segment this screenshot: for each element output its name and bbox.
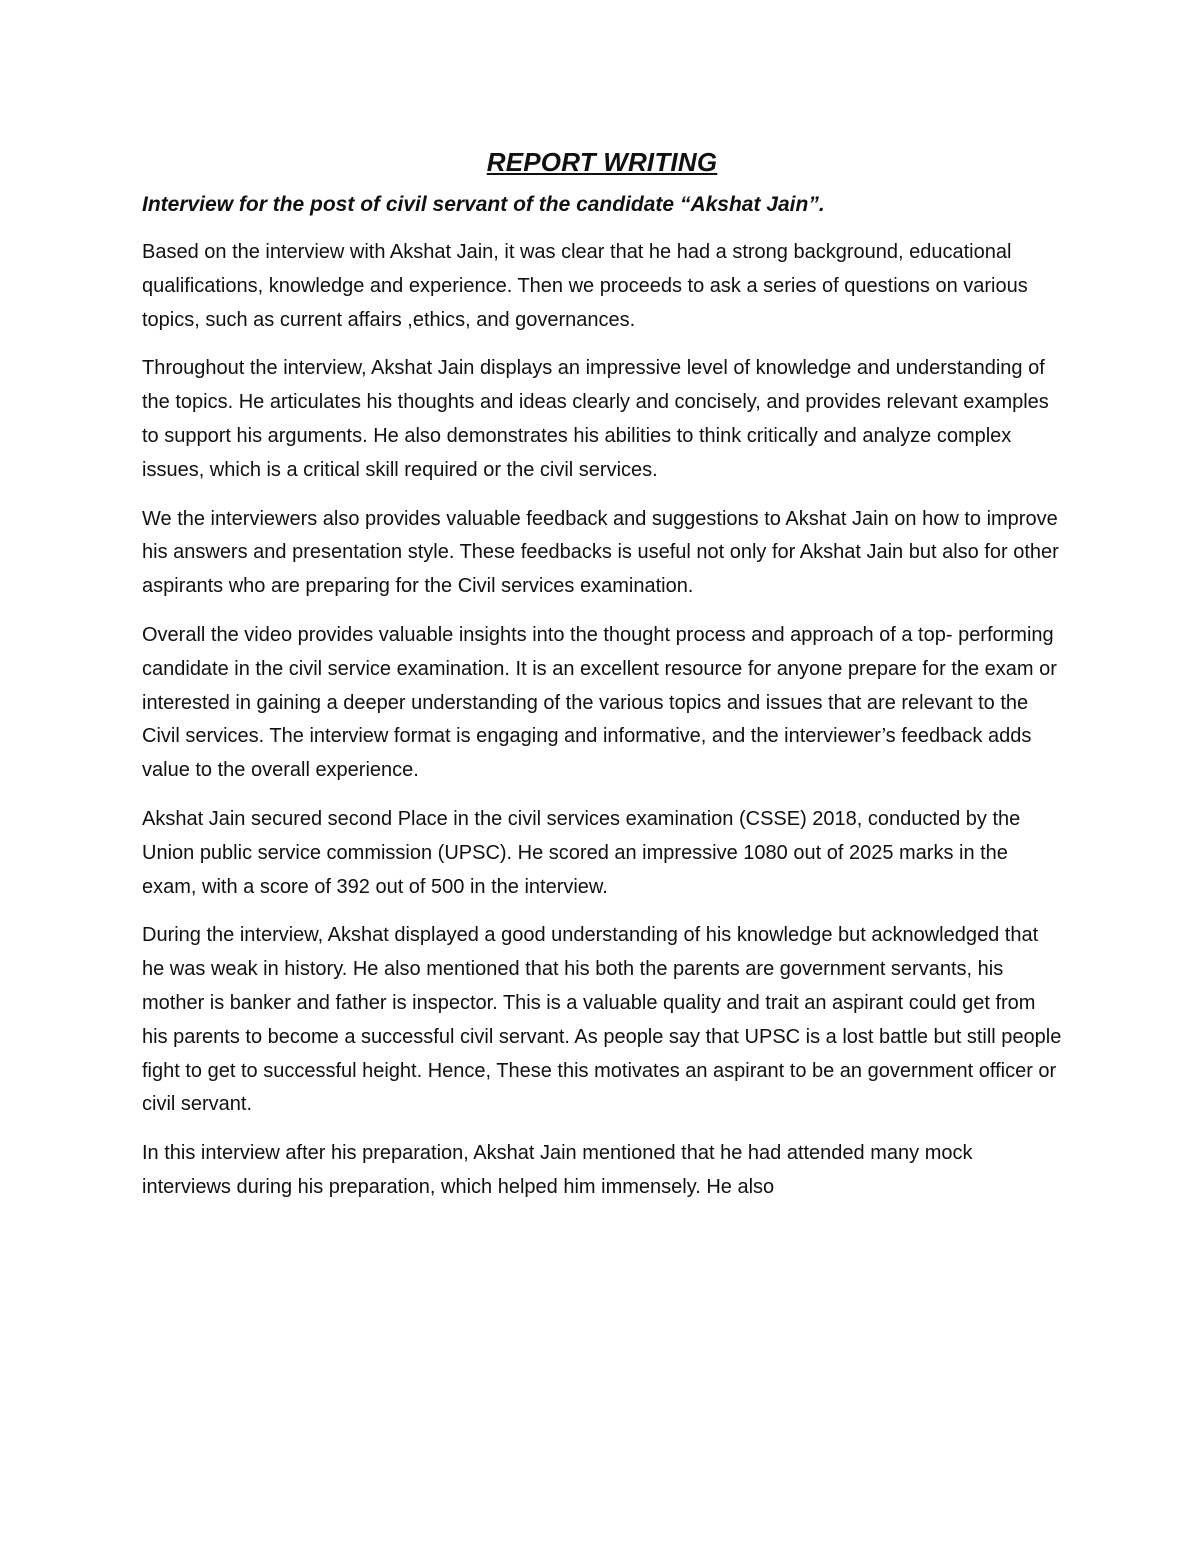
paragraph-exam-score: Akshat Jain secured second Place in the civil services examination (CSSE) 2018, conducted by the Union public service commission (UPSC). He scored an impressive 1080 out of 2025 marks in the exam, with a score of 392 out of 500 in the interview. — [142, 807, 1021, 898]
document-subtitle: Interview for the post of civil servant of the candidate “Akshat Jain”. — [142, 193, 825, 216]
paragraph-mock-interviews: In this interview after his preparation, Akshat Jain mentioned that he had attended many mock interviews during his preparation, which helped him immensely. He also — [142, 1142, 973, 1198]
paragraph-interviewer-feedback: We the interviewers also provides valuable feedback and suggestions to Akshat Jain on how to improve his answers and presentation style. These feedbacks is useful not only for Akshat Jain but also for other aspirants who are preparing for the Civil services examination. — [142, 507, 1059, 598]
paragraph-weakness-parents: During the interview, Akshat displayed a good understanding of his knowledge but acknowledged that he was weak in history. He also mentioned that his both the parents are government servants, his mother is banker and father is inspector. This is a valuable quality and trait an aspirant could get from his parents to become a successful civil servant. As people say that UPSC is a lost battle but still people fight to get to successful height. Hence, These this motivates an aspirant to be an government officer or civil servant. — [142, 924, 1062, 1116]
paragraph-knowledge-display: Throughout the interview, Akshat Jain displays an impressive level of knowledge and understanding of the topics. He articulates his thoughts and ideas clearly and concisely, and provides relevant examples to support his arguments. He also demonstrates his abilities to think critically and analyze complex issues, which is a critical skill required or the civil services. — [142, 357, 1049, 481]
page-title: REPORT WRITING — [486, 147, 718, 177]
paragraph-overall-video: Overall the video provides valuable insights into the thought process and approach of a top- performing candidate in the civil service examination. It is an excellent resource for anyone prepare for the exam or interested in gaining a deeper understanding of the various topics and issues that are relevant to the Civil services. The interview format is engaging and informative, and the interviewer’s feedback adds value to the overall experience. — [142, 623, 1057, 782]
document-body — [142, 140, 1062, 1220]
paragraph-interview-background: Based on the interview with Akshat Jain, it was clear that he had a strong background, educational qualifications, knowledge and experience. Then we proceeds to ask a series of questions on various topics, such as current affairs ,ethics, and governances. — [142, 241, 1028, 331]
